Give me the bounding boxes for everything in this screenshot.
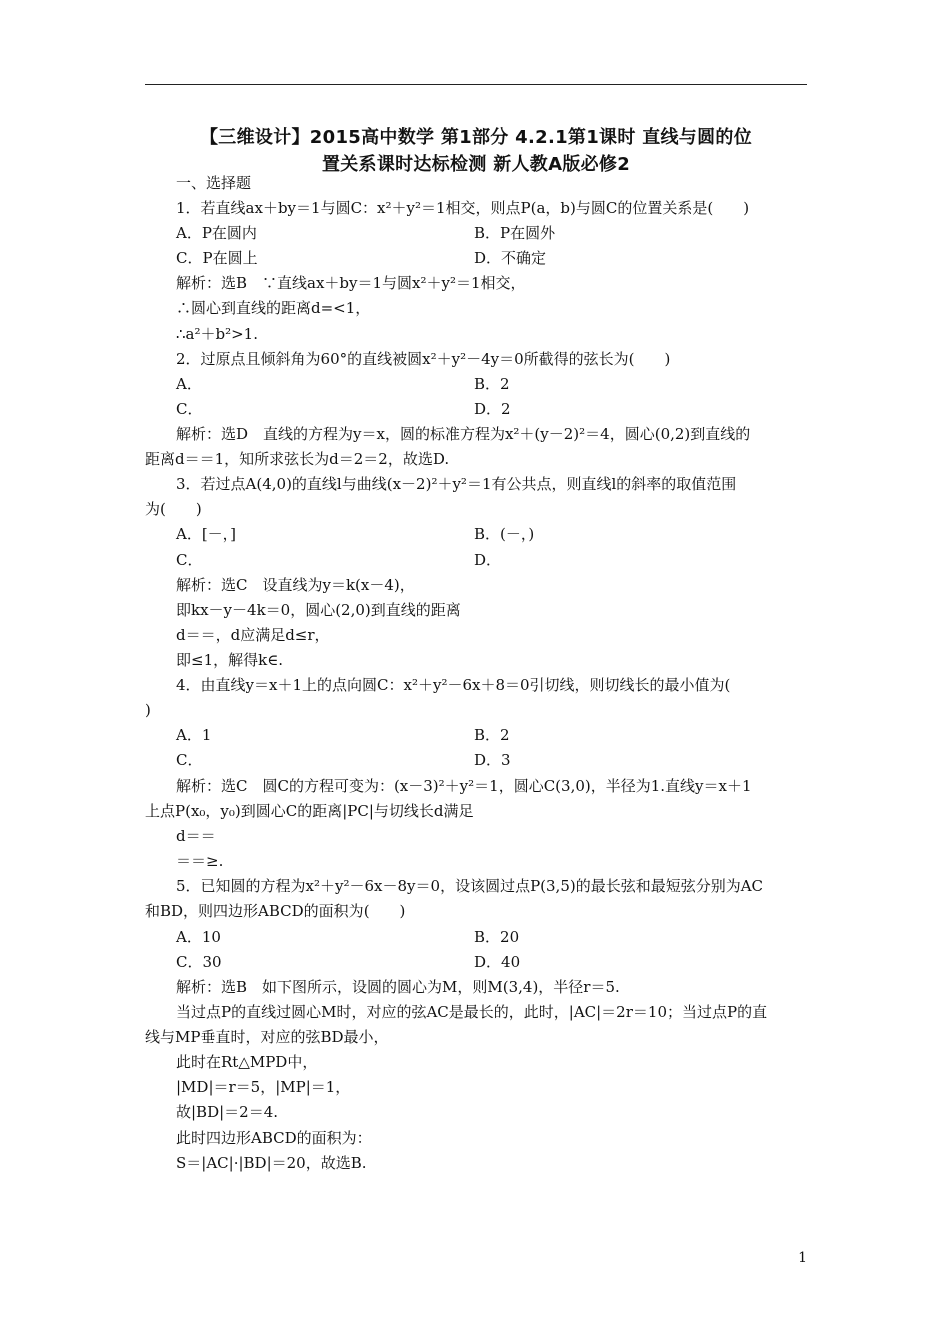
q3-option-a: A．[－，]: [176, 525, 237, 543]
q5-solution-2: 当过点P的直线过圆心M时，对应的弦AC是最长的，此时，|AC|＝2r＝10；当过点P的直: [176, 1003, 768, 1021]
q3-option-c: C．: [176, 551, 203, 569]
q2-option-d: D．2: [474, 400, 511, 418]
q3-solution-2: 即kx－y－4k＝0，圆心(2,0)到直线的距离: [176, 601, 461, 619]
q1-option-a: A．P在圆内: [176, 224, 257, 242]
q3-option-b: B．(－，): [474, 525, 535, 543]
q3-solution-4: 即≤1，解得k∈.: [176, 651, 284, 669]
q1-option-d: D．不确定: [474, 249, 547, 267]
q4-option-c: C．: [176, 751, 203, 769]
q4-solution-1: 解析：选C 圆C的方程可变为：(x－3)²＋y²＝1，圆心C(3,0)，半径为1.直线y＝x＋1: [176, 777, 752, 795]
q5-option-a: A．10: [176, 928, 221, 946]
q5-solution-6: 故|BD|＝2＝4.: [176, 1103, 279, 1121]
q3-stem-1: 3．若过点A(4,0)的直线l与曲线(x－2)²＋y²＝1有公共点，则直线l的斜率的取值范围: [176, 475, 737, 493]
q3-solution-3: d＝＝，d应满足d≤r，: [176, 626, 330, 644]
q3-option-d: D．: [474, 551, 502, 569]
q5-solution-3: 线与MP垂直时，对应的弦BD最小，: [145, 1028, 389, 1046]
page-number: 1: [798, 1250, 807, 1266]
q1-stem: 1．若直线ax＋by＝1与圆C：x²＋y²＝1相交，则点P(a，b)与圆C的位置关系是( ): [176, 199, 750, 217]
doc-title-line1: 【三维设计】2015高中数学 第1部分 4.2.1第1课时 直线与圆的位: [200, 127, 752, 148]
q5-solution-7: 此时四边形ABCD的面积为：: [176, 1129, 372, 1147]
q5-solution-8: S＝|AC|·|BD|＝20，故选B.: [176, 1154, 367, 1172]
q4-stem-1: 4．由直线y＝x＋1上的点向圆C：x²＋y²－6x＋8＝0引切线，则切线长的最小值为(: [176, 676, 731, 694]
q2-option-c: C．: [176, 400, 203, 418]
q4-solution-4: ＝＝≥.: [176, 852, 224, 870]
q1-option-b: B．P在圆外: [474, 224, 556, 242]
q1-solution-2: ∴圆心到直线的距离d=<1，: [176, 299, 371, 317]
q2-solution-2: 距离d＝＝1，知所求弦长为d＝2＝2，故选D.: [145, 450, 450, 468]
q2-stem: 2．过原点且倾斜角为60°的直线被圆x²＋y²－4y＝0所截得的弦长为( ): [176, 350, 671, 368]
q5-option-c: C．30: [176, 953, 222, 971]
q4-stem-2: ): [145, 701, 151, 719]
q1-option-c: C．P在圆上: [176, 249, 258, 267]
q2-solution-1: 解析：选D 直线的方程为y＝x，圆的标准方程为x²＋(y－2)²＝4，圆心(0,2)到直线的: [176, 425, 751, 443]
q4-option-b: B．2: [474, 726, 510, 744]
q5-stem-2: 和BD，则四边形ABCD的面积为( ): [145, 902, 406, 920]
q4-option-d: D．3: [474, 751, 511, 769]
q5-solution-1: 解析：选B 如下图所示，设圆的圆心为M，则M(3,4)，半径r＝5.: [176, 978, 620, 996]
q5-solution-4: 此时在Rt△MPD中，: [176, 1053, 318, 1071]
q1-solution-1: 解析：选B ∵直线ax＋by＝1与圆x²＋y²＝1相交，: [176, 274, 526, 292]
q3-stem-2: 为( ): [145, 500, 202, 518]
q4-option-a: A．1: [176, 726, 212, 744]
q1-solution-3: ∴a²＋b²>1.: [176, 325, 258, 343]
q2-option-b: B．2: [474, 375, 510, 393]
doc-title-line2: 置关系课时达标检测 新人教A版必修2: [321, 154, 631, 175]
section-heading: 一、选择题: [176, 174, 252, 192]
q4-solution-2: 上点P(x₀，y₀)到圆心C的距离|PC|与切线长d满足: [145, 802, 474, 820]
q5-stem-1: 5．已知圆的方程为x²＋y²－6x－8y＝0，设该圆过点P(3,5)的最长弦和最短弦分别为AC: [176, 877, 764, 895]
q5-solution-5: |MD|＝r＝5，|MP|＝1，: [176, 1078, 351, 1096]
q2-option-a: A．: [176, 375, 202, 393]
q5-option-b: B．20: [474, 928, 520, 946]
q3-solution-1: 解析：选C 设直线为y＝k(x－4)，: [176, 576, 415, 594]
q4-solution-3: d＝＝: [176, 827, 216, 845]
header-rule: [145, 84, 807, 85]
q5-option-d: D．40: [474, 953, 521, 971]
